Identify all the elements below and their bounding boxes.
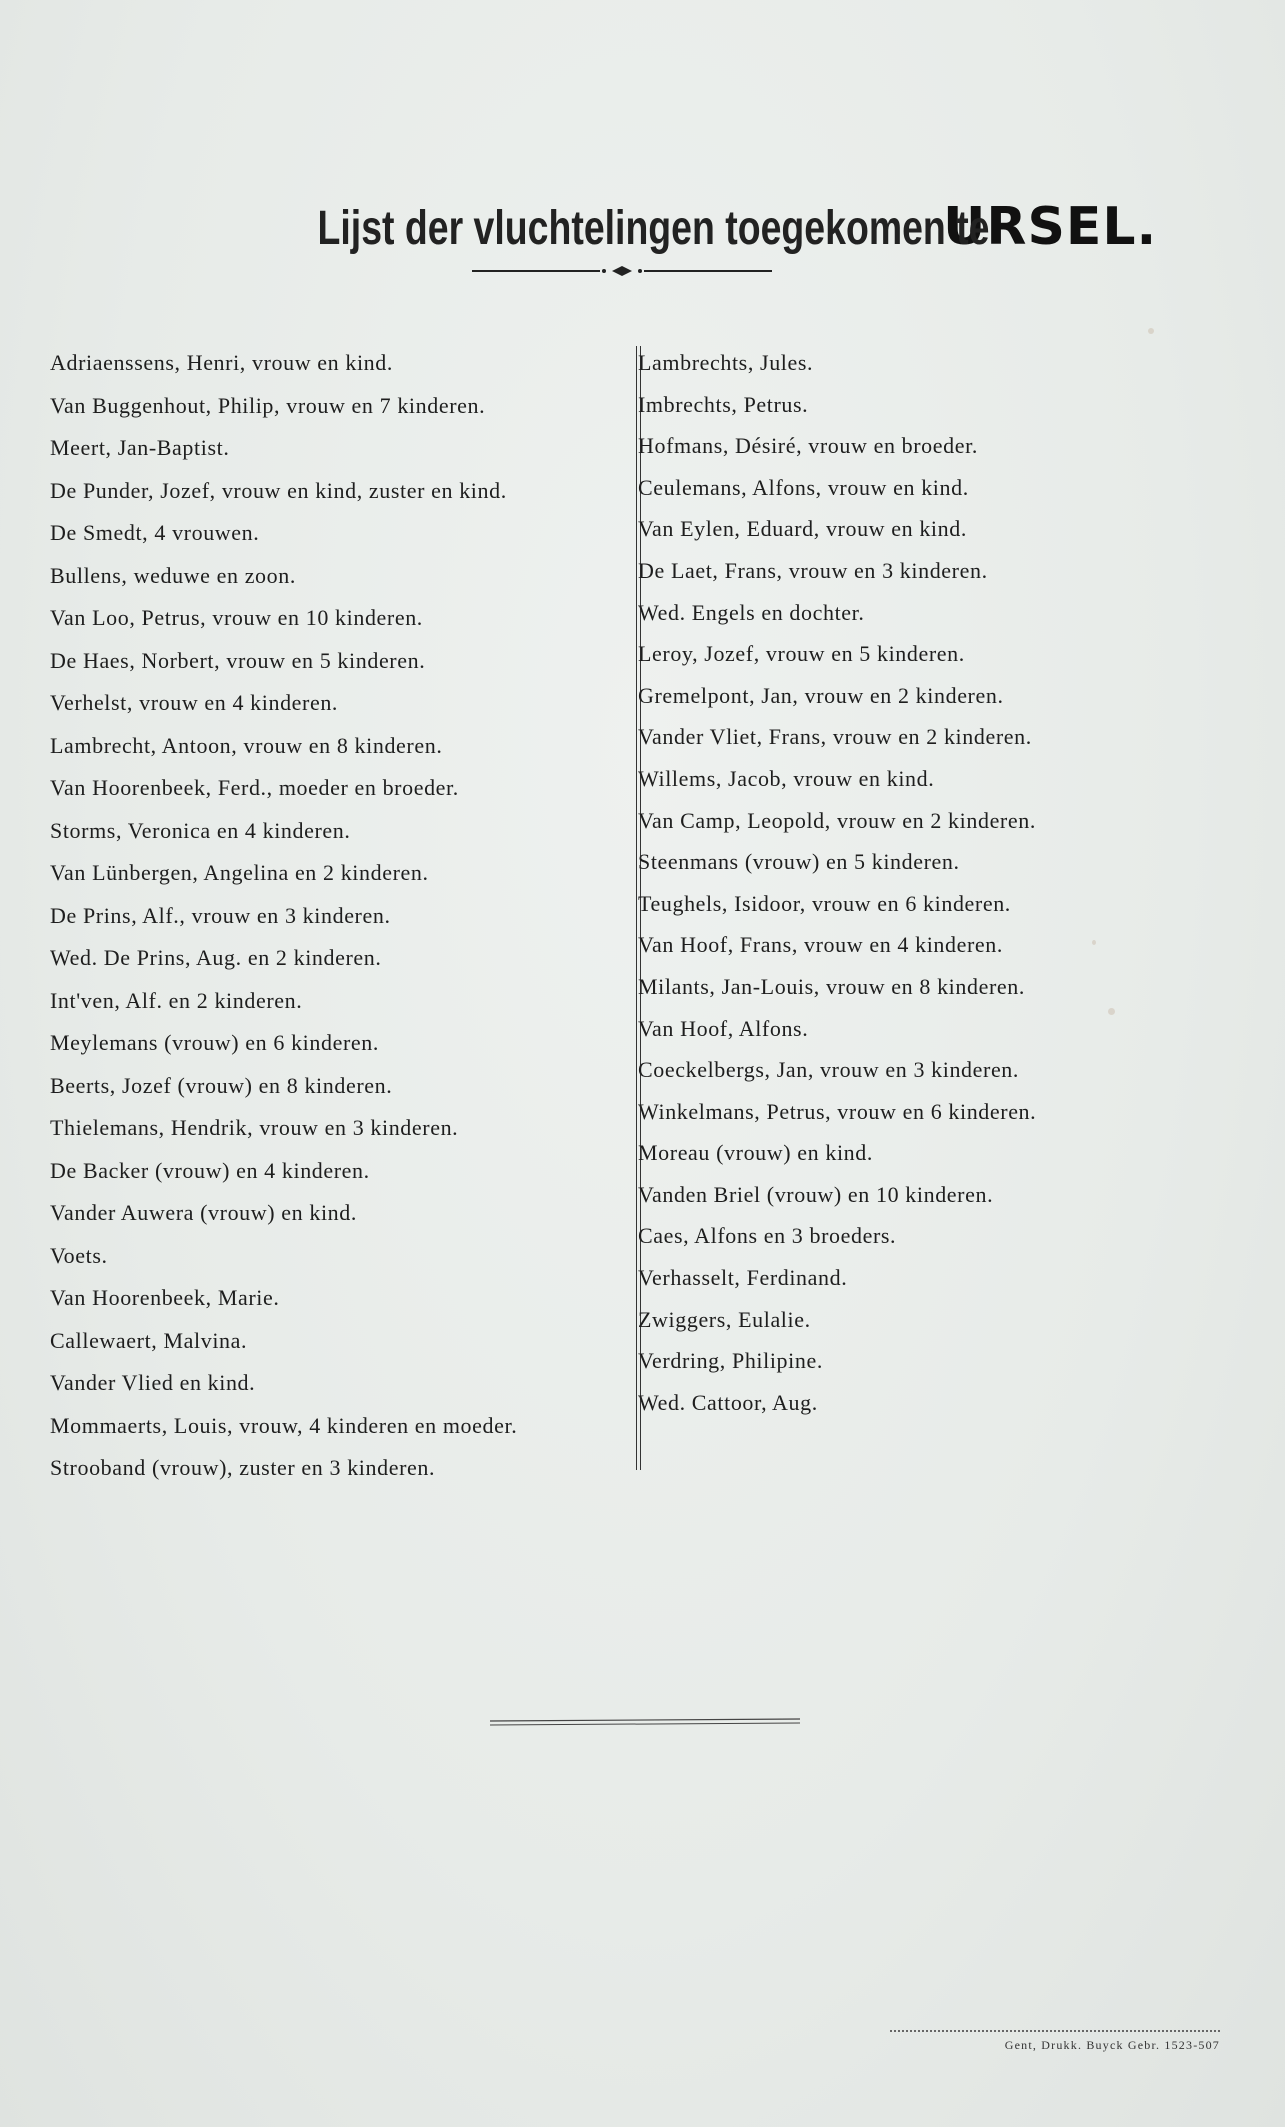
paper-stain [1148, 328, 1154, 334]
list-item: De Haes, Norbert, vrouw en 5 kinderen. [50, 647, 426, 673]
list-item: Caes, Alfons en 3 broeders. [638, 1223, 897, 1249]
list-item: Wed. De Prins, Aug. en 2 kinderen. [50, 945, 382, 970]
title-ornament [472, 262, 772, 280]
list-item: Van Camp, Leopold, vrouw en 2 kinderen. [638, 807, 1036, 833]
list-item: Verhelst, vrouw en 4 kinderen. [50, 690, 339, 715]
list-item: Lambrecht, Antoon, vrouw en 8 kinderen. [50, 732, 443, 758]
list-item: Meert, Jan-Baptist. [50, 435, 230, 460]
list-item: Van Hoof, Frans, vrouw en 4 kinderen. [638, 932, 1003, 958]
list-item: Van Loo, Petrus, vrouw en 10 kinderen. [50, 605, 423, 630]
list-item: Van Buggenhout, Philip, vrouw en 7 kinderen. [50, 392, 486, 418]
list-item: Voets. [50, 1242, 108, 1268]
list-item: Verdring, Philipine. [638, 1348, 823, 1374]
list-item: Zwiggers, Eulalie. [638, 1306, 811, 1332]
list-item: Van Hoof, Alfons. [638, 1015, 809, 1041]
list-item: Van Hoorenbeek, Ferd., moeder en broeder. [50, 775, 459, 800]
list-item: Moreau (vrouw) en kind. [638, 1140, 873, 1166]
list-item: Van Eylen, Eduard, vrouw en kind. [638, 516, 967, 542]
list-item: Imbrechts, Petrus. [638, 391, 809, 417]
list-item: Vander Auwera (vrouw) en kind. [50, 1200, 357, 1225]
list-item: De Prins, Alf., vrouw en 3 kinderen. [50, 902, 391, 928]
list-item: Wed. Cattoor, Aug. [638, 1389, 818, 1415]
list-item: Milants, Jan-Louis, vrouw en 8 kinderen. [638, 973, 1025, 999]
list-item: Thielemans, Hendrik, vrouw en 3 kinderen. [50, 1115, 459, 1140]
list-item: De Smedt, 4 vrouwen. [50, 520, 260, 545]
list-item: Int'ven, Alf. en 2 kinderen. [50, 987, 303, 1013]
list-item: Teughels, Isidoor, vrouw en 6 kinderen. [638, 890, 1011, 916]
list-item: Mommaerts, Louis, vrouw, 4 kinderen en moeder. [50, 1412, 518, 1438]
list-item: Vander Vlied en kind. [50, 1370, 256, 1395]
list-item: Winkelmans, Petrus, vrouw en 6 kinderen. [638, 1098, 1037, 1124]
list-item: Leroy, Jozef, vrouw en 5 kinderen. [638, 641, 965, 667]
list-item: Verhasselt, Ferdinand. [638, 1265, 848, 1291]
closing-rule [490, 1718, 800, 1728]
list-item: De Punder, Jozef, vrouw en kind, zuster en kind. [50, 477, 507, 503]
list-item: Van Hoorenbeek, Marie. [50, 1285, 280, 1310]
title-place: URSEL. [943, 197, 1158, 258]
list-item: Steenmans (vrouw) en 5 kinderen. [638, 849, 960, 875]
list-item: Storms, Veronica en 4 kinderen. [50, 817, 351, 843]
refugee-list-left [50, 342, 630, 1490]
list-item: De Laet, Frans, vrouw en 3 kinderen. [638, 557, 988, 583]
list-item: De Backer (vrouw) en 4 kinderen. [50, 1157, 370, 1183]
list-item: Vander Vliet, Frans, vrouw en 2 kinderen. [638, 724, 1032, 750]
list-item: Bullens, weduwe en zoon. [50, 562, 296, 588]
list-item: Adriaenssens, Henri, vrouw en kind. [50, 350, 393, 375]
list-item: Van Lünbergen, Angelina en 2 kinderen. [50, 860, 429, 885]
list-item: Hofmans, Désiré, vrouw en broeder. [638, 433, 978, 459]
list-item: Ceulemans, Alfons, vrouw en kind. [638, 474, 969, 500]
list-item: Gremelpont, Jan, vrouw en 2 kinderen. [638, 682, 1004, 708]
list-item: Wed. Engels en dochter. [638, 599, 865, 625]
list-item: Lambrechts, Jules. [638, 350, 814, 375]
list-item: Vanden Briel (vrouw) en 10 kinderen. [638, 1181, 994, 1207]
list-item: Meylemans (vrouw) en 6 kinderen. [50, 1030, 379, 1055]
printer-imprint: Gent, Drukk. Buyck Gebr. 1523-507 [890, 2030, 1220, 2053]
list-item: Coeckelbergs, Jan, vrouw en 3 kinderen. [638, 1057, 1020, 1083]
refugee-list-right [638, 342, 1258, 1423]
list-item: Beerts, Jozef (vrouw) en 8 kinderen. [50, 1072, 393, 1098]
list-item: Callewaert, Malvina. [50, 1327, 248, 1353]
list-item: Willems, Jacob, vrouw en kind. [638, 765, 935, 791]
title-lead: Lijst der vluchtelingen toegekomen te [317, 202, 990, 256]
list-item: Strooband (vrouw), zuster en 3 kinderen. [50, 1455, 436, 1480]
page-title [0, 197, 1285, 257]
